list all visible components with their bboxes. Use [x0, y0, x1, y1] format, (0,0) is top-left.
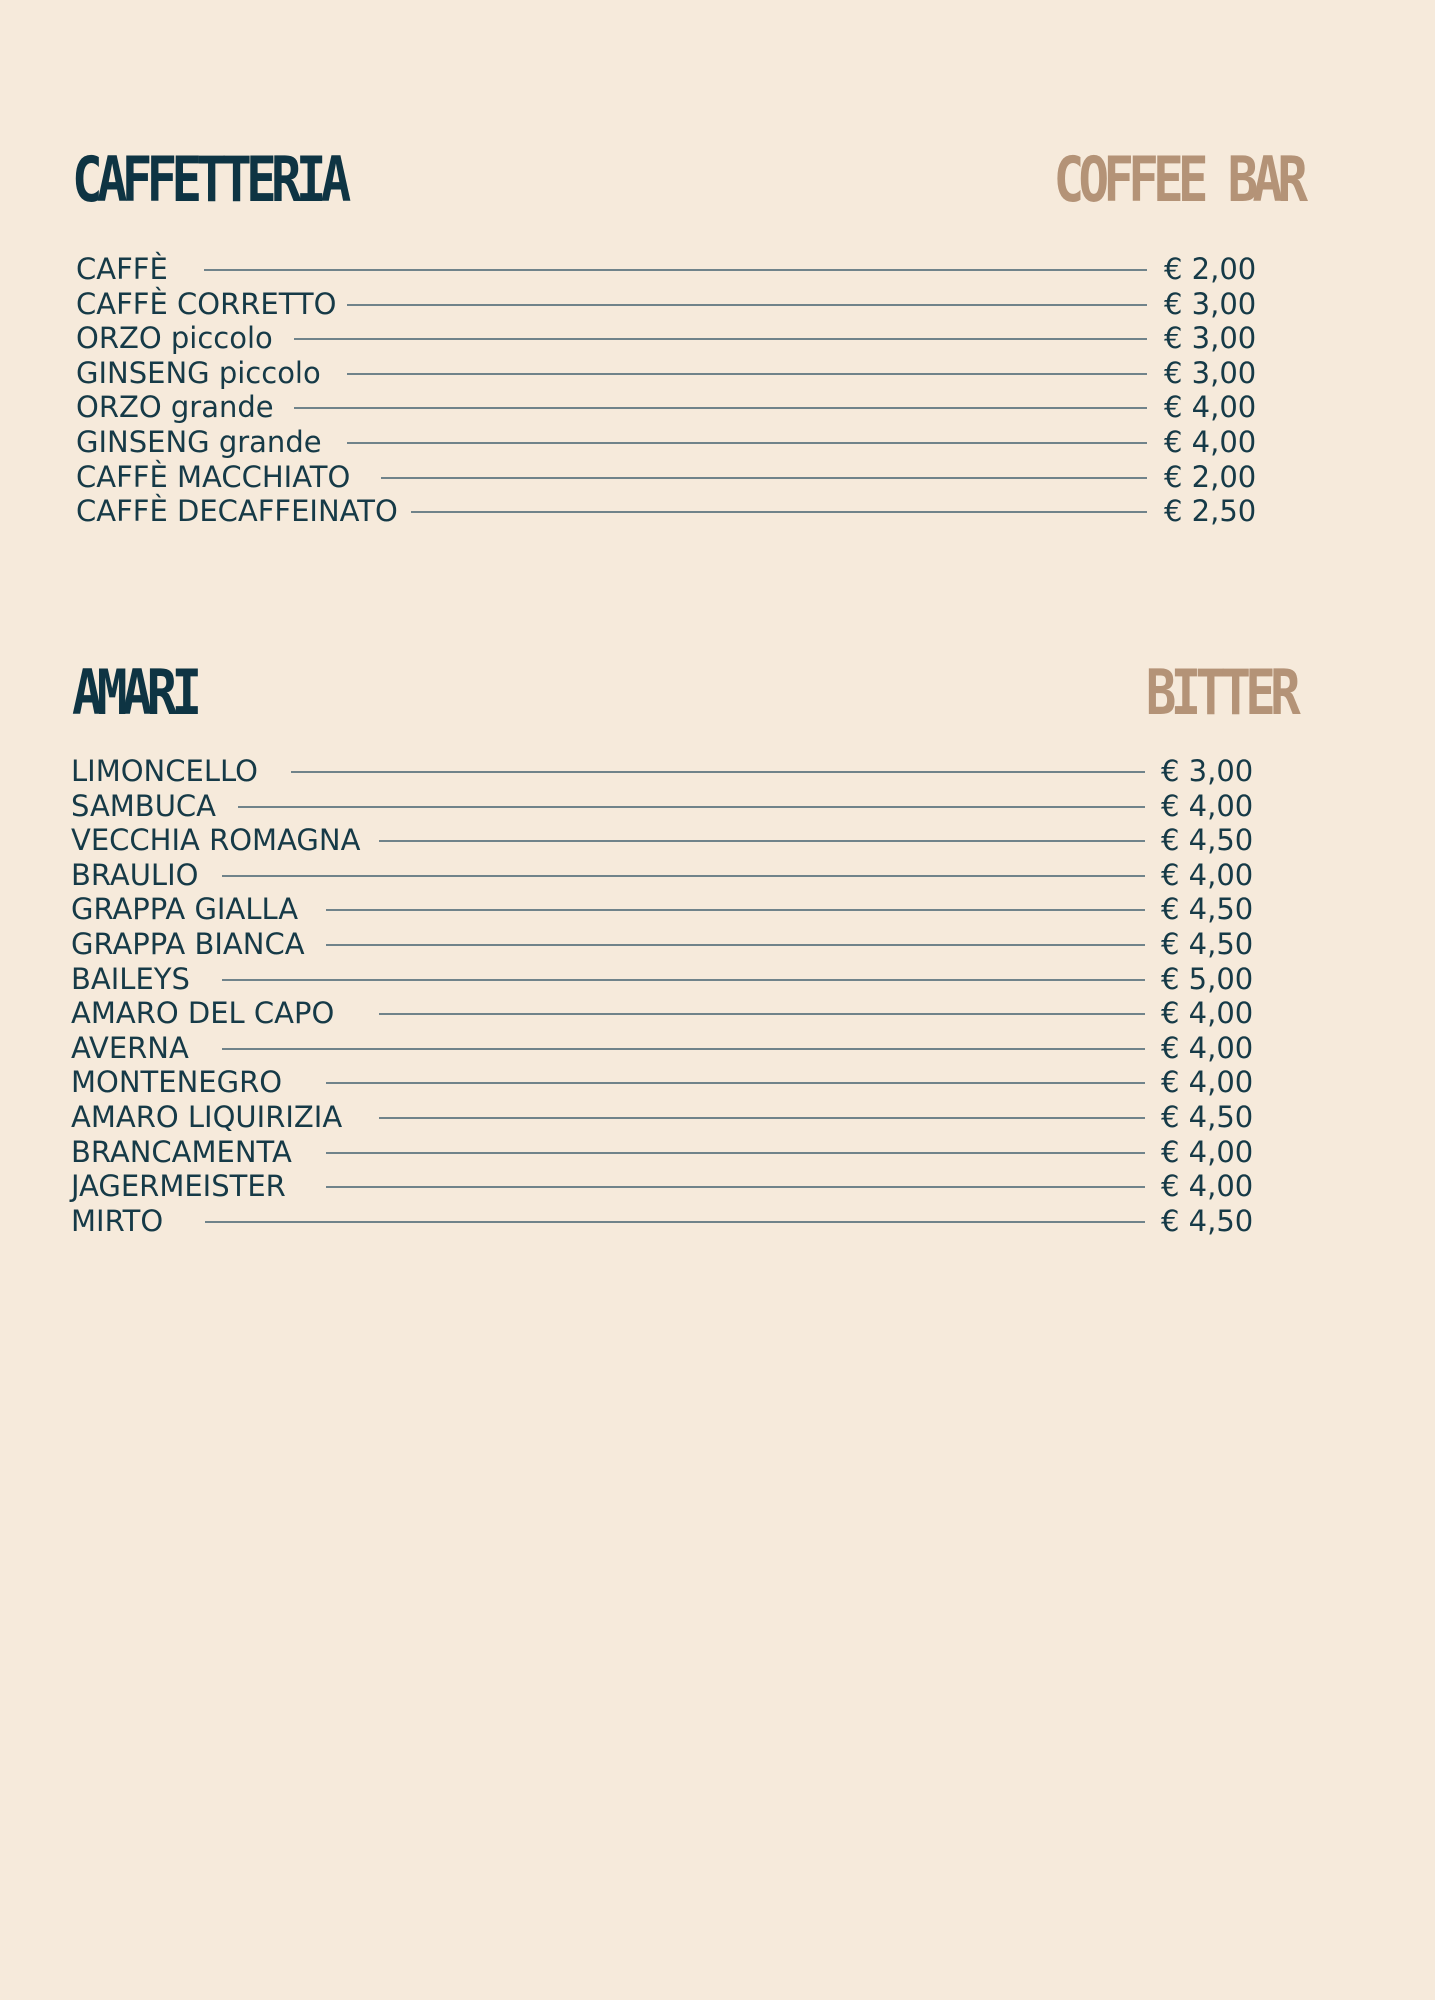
leader-line [381, 477, 1147, 479]
menu-item [71, 1100, 1435, 1134]
leader-line [347, 373, 1147, 375]
menu-item-name: GRAPPA BIANCA [71, 927, 305, 961]
leader-line [347, 304, 1147, 306]
menu-item-price: € 4,00 [1161, 1169, 1254, 1204]
menu-item [76, 390, 1435, 424]
menu-item-name: CAFFÈ [76, 252, 168, 286]
menu-item [76, 425, 1435, 459]
menu-item-price: € 3,00 [1164, 321, 1257, 356]
leader-line [379, 1013, 1145, 1015]
menu-item [71, 754, 1435, 788]
menu-item-name: VECCHIA ROMAGNA [71, 823, 361, 858]
menu-item [76, 321, 1435, 355]
leader-line [222, 875, 1145, 877]
menu-item [71, 996, 1435, 1030]
menu-item [76, 356, 1435, 390]
menu-item [71, 892, 1435, 926]
menu-item-name: MONTENEGRO [71, 1065, 283, 1100]
leader-line [326, 909, 1145, 911]
leader-line [379, 840, 1145, 842]
leader-line [326, 1186, 1145, 1188]
menu-item-name: AMARO LIQUIRIZIA [71, 1100, 343, 1134]
menu-item-price: € 4,50 [1161, 892, 1254, 927]
menu-item-name: BRAULIO [71, 857, 199, 892]
section-title-english: BITTER [1145, 656, 1295, 729]
section-caffetteria [0, 140, 1435, 220]
menu-item [71, 1065, 1435, 1099]
leader-line [204, 269, 1147, 271]
menu-item-price: € 4,00 [1164, 425, 1257, 459]
menu-item [76, 460, 1435, 494]
menu-item-name: GINSENG grande [76, 425, 322, 459]
menu-item [76, 287, 1435, 321]
leader-line [411, 511, 1147, 513]
menu-item-price: € 4,00 [1161, 996, 1254, 1031]
leader-line [291, 771, 1145, 773]
leader-line [205, 1221, 1145, 1223]
leader-line [379, 1117, 1145, 1119]
menu-item [76, 494, 1435, 528]
menu-item-price: € 4,50 [1161, 1203, 1254, 1238]
menu-item [71, 1135, 1435, 1169]
leader-line [294, 407, 1147, 409]
menu-item-price: € 4,00 [1161, 1065, 1254, 1100]
section-header [0, 653, 1435, 733]
menu-item-name: ORZO grande [76, 390, 274, 425]
section-title-english: COFFEE BAR [1053, 143, 1302, 216]
menu-item-price: € 5,00 [1161, 961, 1254, 996]
menu-item [76, 252, 1435, 286]
menu-item-price: € 3,00 [1164, 355, 1257, 390]
leader-line [347, 442, 1147, 444]
menu-item-name: LIMONCELLO [71, 754, 258, 788]
menu-item [71, 1169, 1435, 1203]
menu-item-price: € 2,50 [1164, 494, 1257, 529]
menu-item-name: MIRTO [71, 1203, 164, 1238]
leader-line [294, 338, 1147, 340]
menu-item-name: JAGERMEISTER [71, 1169, 286, 1204]
menu-item [71, 789, 1435, 823]
menu-item [71, 1031, 1435, 1065]
menu-item-name: BRANCAMENTA [71, 1134, 292, 1169]
menu-item-price: € 4,50 [1161, 1100, 1254, 1134]
menu-item-price: € 4,00 [1164, 390, 1257, 425]
menu-item [71, 823, 1435, 857]
leader-line [326, 1082, 1145, 1084]
leader-line [238, 806, 1145, 808]
menu-item-name: GINSENG piccolo [76, 355, 321, 390]
menu-item-name: BAILEYS [71, 961, 190, 996]
menu-item-price: € 4,50 [1161, 823, 1254, 858]
menu-item [71, 858, 1435, 892]
menu-item-name: GRAPPA GIALLA [71, 892, 299, 927]
menu-item [71, 927, 1435, 961]
menu-item-price: € 4,50 [1161, 927, 1254, 961]
menu-item-name: AMARO DEL CAPO [71, 996, 335, 1031]
menu-item-name: ORZO piccolo [76, 321, 273, 356]
menu-item-price: € 2,00 [1164, 459, 1257, 494]
section-header [0, 140, 1435, 220]
menu-item-name: CAFFÈ MACCHIATO [76, 459, 351, 494]
menu-item-name: SAMBUCA [71, 788, 217, 823]
section-title-italian: CAFFETTERIA [72, 143, 346, 216]
menu-item-price: € 4,00 [1161, 857, 1254, 892]
menu-item-price: € 3,00 [1164, 286, 1257, 321]
section-amari [0, 653, 1435, 733]
menu-item-price: € 4,00 [1161, 1030, 1254, 1065]
leader-line [326, 944, 1145, 946]
menu-item-name: CAFFÈ DECAFFEINATO [76, 494, 398, 529]
menu-item-price: € 4,00 [1161, 788, 1254, 823]
leader-line [326, 1152, 1145, 1154]
leader-line [222, 1048, 1145, 1050]
menu-item-price: € 4,00 [1161, 1134, 1254, 1169]
menu-item-name: AVERNA [71, 1030, 189, 1065]
menu-item-name: CAFFÈ CORRETTO [76, 286, 337, 321]
menu-item-price: € 3,00 [1161, 754, 1254, 788]
menu-item [71, 1204, 1435, 1238]
section-title-italian: AMARI [72, 656, 197, 729]
leader-line [222, 979, 1145, 981]
menu-item-price: € 2,00 [1164, 252, 1257, 286]
menu-item [71, 962, 1435, 996]
